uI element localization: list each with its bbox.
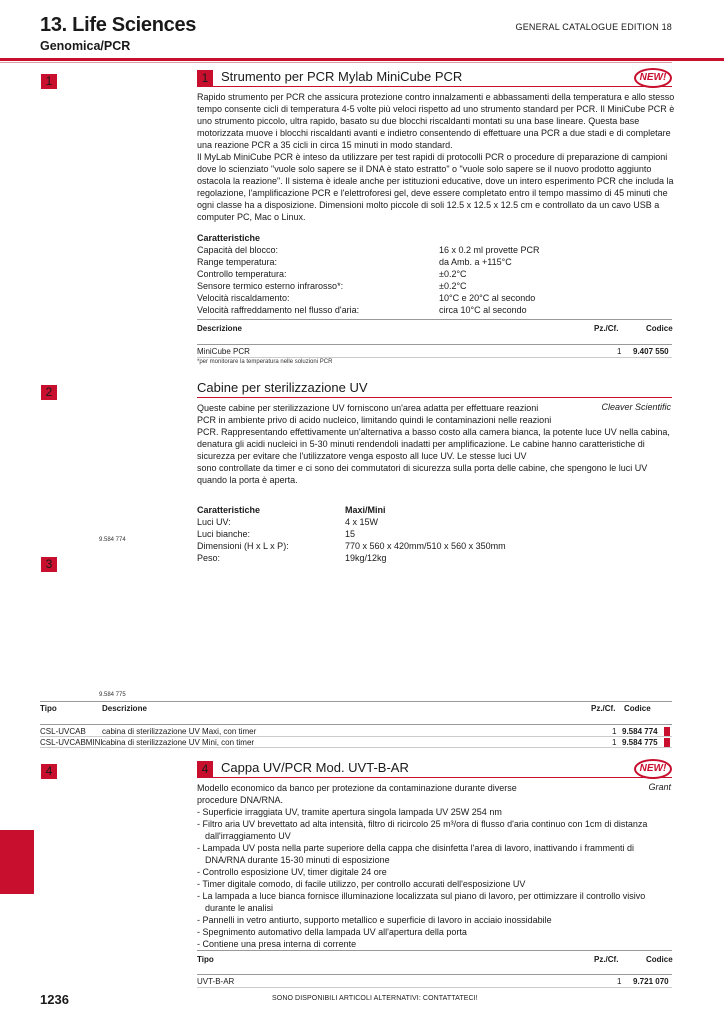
bullet-line: - Contiene una presa interna di corrente	[197, 939, 357, 949]
col-tipo: Tipo	[197, 955, 214, 964]
section-4-brand: Grant	[648, 782, 671, 792]
col-pz: Pz./Cf.	[594, 324, 619, 333]
paragraph-line: procedure DNA/RNA.	[197, 795, 284, 805]
bullet-line: - Timer digitale comodo, di facile utilizzo, per controllo accurati dell'esposizione UV	[197, 879, 526, 889]
paragraph-line: uno strumento piccolo, ultra rapido, basato su due blocchi riscaldanti montati su una base lineare. Questa base	[197, 116, 640, 126]
table-rule	[40, 736, 672, 737]
spec-label: Velocità raffreddamento nel flusso d'aria:	[197, 305, 360, 315]
section-1-heading	[197, 69, 672, 87]
section-1-title: Strumento per PCR Mylab MiniCube PCR	[221, 69, 463, 84]
col-codice: Codice	[624, 704, 651, 713]
new-badge-1: NEW!	[634, 68, 672, 88]
spec-value: 10°C e 20°C al secondo	[439, 293, 536, 303]
spec-label: Peso:	[197, 553, 221, 563]
section-2-specs-column: Maxi/Mini	[345, 505, 386, 515]
table-row-pz: 1	[617, 977, 622, 986]
table-row-desc: cabina di sterilizzazione UV Maxi, con timer	[102, 727, 257, 736]
paragraph-line: sicurezza per evitare che l'utilizzatore venga esposto all luce UV. Le stesse luci UV	[197, 451, 527, 461]
bullet-line: - Controllo esposizione UV, timer digitale 24 ore	[197, 867, 387, 877]
bullet-line: dall'irraggiamento UV	[205, 831, 291, 841]
spec-label: Velocità riscaldamento:	[197, 293, 290, 303]
paragraph-line: ostacola la reazione". Il sistema è ideale anche per istituzioni educative, dove un intero esperimento PCR che includa la	[197, 176, 674, 186]
table-rule	[197, 987, 672, 988]
table-rule	[40, 747, 672, 748]
bullet-line: DNA/RNA durante 15-30 minuti di esposizione	[205, 855, 390, 865]
spec-value: 19kg/12kg	[345, 553, 387, 563]
col-tipo: Tipo	[40, 704, 57, 713]
section-4-description	[197, 782, 675, 950]
table-rule	[197, 344, 672, 345]
section-2-heading	[197, 380, 672, 398]
table-row-code: 9.721 070	[633, 977, 669, 986]
table-row-code: 9.584 774	[622, 727, 658, 736]
paragraph-line: Rapido strumento per PCR che assicura protezione contro innalzamenti e abbassamenti della temperatura e allo stesso	[197, 92, 675, 102]
marker-4: 4	[41, 764, 57, 779]
spec-value: 770 x 560 x 420mm/510 x 560 x 350mm	[345, 541, 506, 551]
paragraph-line: regolazione, l'amplificazione PCR e l'elettroforesi gel, deve essere completato entro il tempo massimo di 45 minuti che	[197, 188, 668, 198]
section-2-description	[197, 402, 675, 486]
page-number: 1236	[40, 992, 69, 1007]
table-rule	[40, 724, 672, 725]
image-caption: 9.584 774	[99, 537, 126, 543]
table-row-tipo: UVT-B-AR	[197, 977, 235, 986]
section-1-number: 1	[197, 70, 213, 86]
col-pz: Pz./Cf.	[594, 955, 619, 964]
col-codice: Codice	[646, 324, 673, 333]
table-row-tipo: CSL-UVCAB	[40, 727, 86, 736]
section-1-specs-title: Caratteristiche	[197, 233, 261, 243]
spec-value: 16 x 0.2 ml provette PCR	[439, 245, 540, 255]
col-descrizione: Descrizione	[102, 704, 147, 713]
spec-label: Dimensioni (H x L x P):	[197, 541, 289, 551]
bullet-line: - Lampada UV posta nella parte superiore della cappa che disinfetta l'area di lavoro, inattivando i frammenti di	[197, 843, 634, 853]
spec-value: 15	[345, 529, 356, 539]
spec-value: da Amb. a +115°C	[439, 257, 512, 267]
table-rule	[197, 950, 672, 951]
spec-value: ±0.2°C	[439, 269, 467, 279]
spec-value: ±0.2°C	[439, 281, 467, 291]
new-badge-4: NEW!	[634, 759, 672, 779]
paragraph-line: Il MyLab MiniCube PCR è inteso da utilizzare per test rapidi di protocolli PCR o procedure di preparazione di campioni	[197, 152, 668, 162]
footer-note: SONO DISPONIBILI ARTICOLI ALTERNATIVI: CONTATTATECI!	[272, 995, 478, 1002]
section-4-heading	[197, 760, 672, 778]
bullet-line: - La lampada a luce bianca fornisce illuminazione localizzata sul piano di lavoro, per ottimizzare il controllo visivo	[197, 891, 646, 901]
table-rule	[197, 319, 672, 320]
paragraph-line: PCR. Rappresentando effettivamente un'alternativa a basso costo alla camera bianca, la potente luce UV nella cabina,	[197, 427, 670, 437]
table-row-desc: cabina di sterilizzazione UV Mini, con timer	[102, 738, 255, 747]
bullet-line: - Superficie irraggiata UV, tramite apertura singola lampada UV 25W 254 nm	[197, 807, 502, 817]
spec-value: circa 10°C al secondo	[439, 305, 527, 315]
paragraph-line: tempo consente cicli di temperatura 4-5 volte più veloci rispetto ad uno strumento standard per PCR. Il MiniCube PCR è	[197, 104, 675, 114]
paragraph-line: sono controllate da timer e ci sono dei commutatori di sicurezza sulla porta delle cabine, che spengono le luci UV	[197, 463, 648, 473]
spec-label: Luci bianche:	[197, 529, 251, 539]
table-row-code: 9.407 550	[633, 347, 669, 356]
chapter-title: 13. Life Sciences	[40, 14, 197, 36]
col-codice: Codice	[646, 955, 673, 964]
col-descrizione: Descrizione	[197, 324, 242, 333]
marker-3: 3	[41, 557, 57, 572]
table-row-pz: 1	[612, 738, 617, 747]
code-marker	[664, 727, 670, 736]
code-marker	[664, 738, 670, 747]
paragraph-line: dove lo scienziato "vuole solo sapere se il DNA è stato estratto" o "vuole solo sapere se il nuovo prodotto aggiunto	[197, 164, 652, 174]
paragraph-line: Queste cabine per sterilizzazione UV forniscono un'area adatta per effettuare reazioni	[197, 403, 539, 413]
image-caption: 9.584 775	[99, 692, 126, 698]
table-row-pz: 1	[617, 347, 622, 356]
table-rule	[197, 357, 672, 358]
section-2-title: Cabine per sterilizzazione UV	[197, 380, 368, 395]
spec-value: 4 x 15W	[345, 517, 379, 527]
paragraph-line: Modello economico da banco per protezione da contaminazione durante diverse	[197, 783, 517, 793]
bullet-line: durante le analisi	[205, 903, 274, 913]
paragraph-line: quando la porta è aperta.	[197, 475, 298, 485]
section-2-specs-title: Caratteristiche	[197, 505, 261, 515]
bullet-line: - Spegnimento automativo della lampada UV all'apertura della porta	[197, 927, 467, 937]
paragraph-line: motorizzata muove i blocchi riscaldanti avanti e indietro consentendo di effettuare una PCR a due stadi e di completare	[197, 128, 671, 138]
paragraph-line: ogni classe ha a disposizione. Dimensioni molto piccole di soli 12.5 x 12.5 x 12.5 cm e controllato da un cavo USB a	[197, 200, 660, 210]
paragraph-line: una reazione PCR a 35 cicli in circa 15 minuti in modo standard.	[197, 140, 453, 150]
section-2-brand: Cleaver Scientific	[601, 402, 671, 412]
table-row-tipo: CSL-UVCABMINI	[40, 738, 103, 747]
spec-label: Controllo temperatura:	[197, 269, 287, 279]
paragraph-line: denatura gli acidi nucleici in 5-30 minuti rendendoli inadatti per amplificazione. Le cabine hanno caratteristiche di	[197, 439, 645, 449]
header-rule-thin	[0, 62, 672, 63]
header-rule	[0, 58, 724, 61]
table-row-desc: MiniCube PCR	[197, 347, 250, 356]
spec-label: Sensore termico esterno infrarosso*:	[197, 281, 344, 291]
section-4-number: 4	[197, 761, 213, 777]
bullet-line: - Pannelli in vetro antiurto, supporto metallico e superficie di lavoro in acciaio inossidabile	[197, 915, 552, 925]
section-4-title: Cappa UV/PCR Mod. UVT-B-AR	[221, 760, 409, 775]
chapter-subtitle: Genomica/PCR	[40, 39, 131, 53]
col-pz: Pz./Cf.	[591, 704, 616, 713]
table-row-code: 9.584 775	[622, 738, 658, 747]
spec-label: Capacità del blocco:	[197, 245, 279, 255]
table-row-pz: 1	[612, 727, 617, 736]
paragraph-line: PCR in ambiente privo di acido nucleico, limitando quindi le contaminazioni nelle reazioni	[197, 415, 552, 425]
marker-2: 2	[41, 385, 57, 400]
section-1-description	[197, 91, 675, 223]
spec-label: Range temperatura:	[197, 257, 278, 267]
spec-label: Luci UV:	[197, 517, 231, 527]
chapter-tab	[0, 830, 34, 894]
table-rule	[197, 974, 672, 975]
footnote: *per monitorare la temperatura nelle soluzioni PCR	[197, 359, 333, 365]
table-rule	[40, 701, 672, 702]
bullet-line: - Filtro aria UV brevettato ad alta intensità, filtro di ricircolo 25 m³/ora di flusso d'aria continuo con 1cm di distanza	[197, 819, 648, 829]
paragraph-line: computer PC, Mac o Linux.	[197, 212, 306, 222]
marker-1: 1	[41, 74, 57, 89]
catalogue-edition: GENERAL CATALOGUE EDITION 18	[515, 22, 672, 32]
